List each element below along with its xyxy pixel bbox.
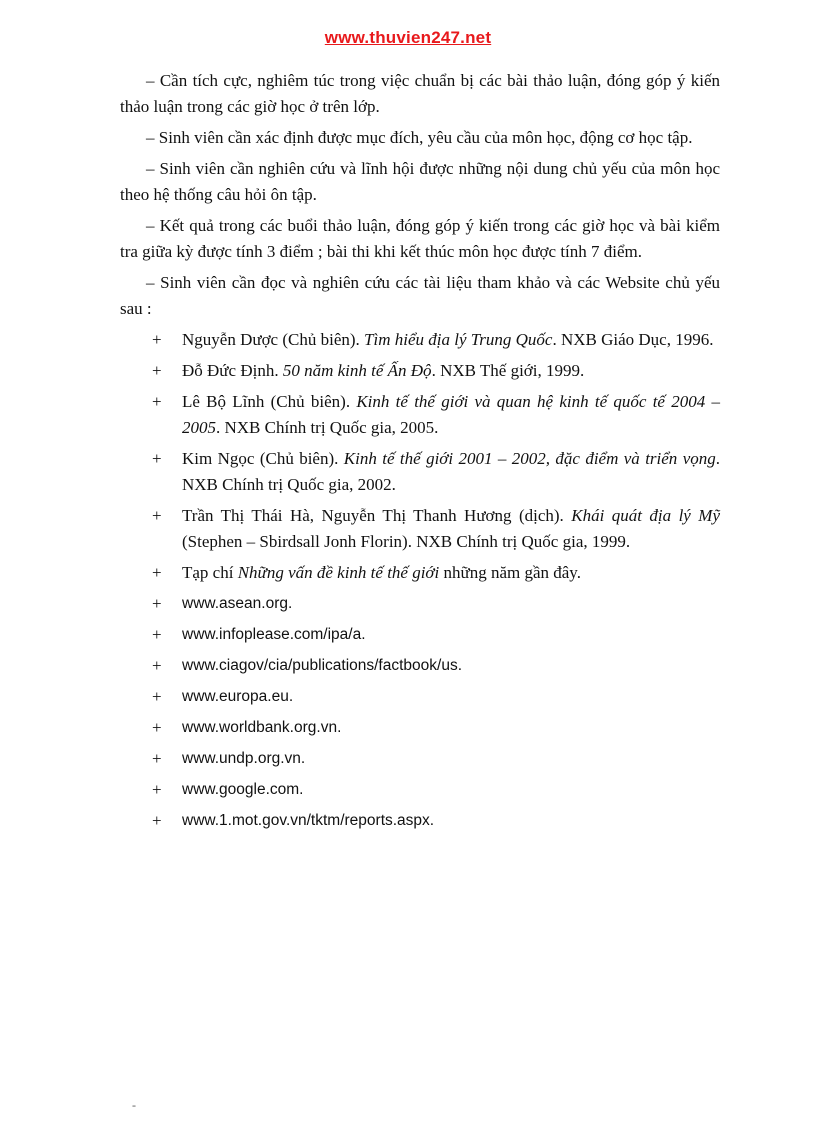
website-item: [120, 715, 720, 741]
bullet-plus: +: [152, 656, 162, 675]
bullet-plus: +: [152, 718, 162, 737]
reference-list: [120, 327, 720, 834]
website-link[interactable]: www.undp.org.vn.: [182, 750, 306, 767]
website-link[interactable]: www.infoplease.com/ipa/a.: [182, 626, 366, 643]
paragraph: – Sinh viên cần nghiên cứu và lĩnh hội được những nội dung chủ yếu của môn học theo hệ thống câu hỏi ôn tập.: [120, 159, 720, 204]
reference-author: Kim Ngọc (Chủ biên).: [182, 449, 344, 468]
reference-item: [120, 503, 720, 555]
bullet-plus: +: [152, 449, 162, 468]
website-item: [120, 746, 720, 772]
reference-publisher: những năm gần đây.: [439, 563, 581, 582]
website-item: [120, 684, 720, 710]
paragraph: – Sinh viên cần xác định được mục đích, yêu cầu của môn học, động cơ học tập.: [146, 128, 693, 147]
bullet-plus: +: [152, 687, 162, 706]
reference-item: [120, 327, 720, 353]
website-item: [120, 653, 720, 679]
reference-item: [120, 389, 720, 441]
website-item: [120, 622, 720, 648]
paragraph: – Kết quả trong các buổi thảo luận, đóng góp ý kiến trong các giờ học và bài kiểm tra giữa kỳ được tính 3 điểm ; bài thi khi kết thúc môn học được tính 7 điểm.: [120, 216, 720, 261]
reference-item: [120, 358, 720, 384]
bullet-plus: +: [152, 811, 162, 830]
site-url-link[interactable]: www.thuvien247.net: [324, 28, 492, 47]
reference-author: Đỗ Đức Định.: [182, 361, 283, 380]
reference-author: Tạp chí: [182, 563, 238, 582]
reference-publisher: . NXB Chính trị Quốc gia, 2005.: [216, 418, 439, 437]
website-item: [120, 808, 720, 834]
reference-publisher: . NXB Chính trị Quốc gia, 2002.: [182, 449, 720, 494]
reference-item: [120, 446, 720, 498]
bullet-plus: +: [152, 392, 162, 411]
reference-publisher: (Stephen – Sbirdsall Jonh Florin). NXB Chính trị Quốc gia, 1999.: [182, 532, 631, 551]
bullet-plus: +: [152, 563, 162, 582]
website-item: [120, 591, 720, 617]
bullet-plus: +: [152, 506, 162, 525]
paragraph: – Cần tích cực, nghiêm túc trong việc chuẩn bị các bài thảo luận, đóng góp ý kiến thảo luận trong các giờ học ở trên lớp.: [120, 71, 720, 116]
reference-author: Trần Thị Thái Hà, Nguyễn Thị Thanh Hương (dịch).: [182, 506, 572, 525]
reference-title: Tìm hiểu địa lý Trung Quốc: [364, 330, 553, 349]
reference-publisher: . NXB Thế giới, 1999.: [431, 361, 585, 380]
bullet-plus: +: [152, 361, 162, 380]
reference-title: 50 năm kinh tế Ấn Độ: [282, 361, 432, 380]
reference-item: [120, 560, 720, 586]
bullet-plus: +: [152, 749, 162, 768]
website-link[interactable]: www.worldbank.org.vn.: [182, 719, 342, 736]
website-link[interactable]: www.google.com.: [182, 781, 304, 798]
reference-author: Nguyễn Dược (Chủ biên).: [182, 330, 365, 349]
bullet-plus: +: [152, 780, 162, 799]
website-item: [120, 777, 720, 803]
reference-title: Kinh tế thế giới và quan hệ kinh tế quốc tế 2004 – 2005: [182, 392, 720, 437]
website-link[interactable]: www.ciagov/cia/publications/factbook/us.: [182, 657, 463, 674]
reference-author: Lê Bộ Lĩnh (Chủ biên).: [182, 392, 357, 411]
website-link[interactable]: www.europa.eu.: [182, 688, 294, 705]
page-footer-mark: -: [132, 1098, 136, 1112]
reference-title: Khái quát địa lý Mỹ: [571, 506, 720, 525]
reference-title: Những vấn đề kinh tế thế giới: [237, 563, 440, 582]
bullet-plus: +: [152, 330, 162, 349]
website-link[interactable]: www.1.mot.gov.vn/tktm/reports.aspx.: [182, 812, 435, 829]
reference-title: Kinh tế thế giới 2001 – 2002, đặc điểm và triển vọng: [343, 449, 716, 468]
bullet-plus: +: [152, 625, 162, 644]
website-link[interactable]: www.asean.org.: [182, 595, 293, 612]
paragraph: – Sinh viên cần đọc và nghiên cứu các tài liệu tham khảo và các Website chủ yếu sau :: [120, 273, 720, 318]
document-body: [120, 68, 720, 839]
bullet-plus: +: [152, 594, 162, 613]
reference-publisher: . NXB Giáo Dục, 1996.: [552, 330, 714, 349]
